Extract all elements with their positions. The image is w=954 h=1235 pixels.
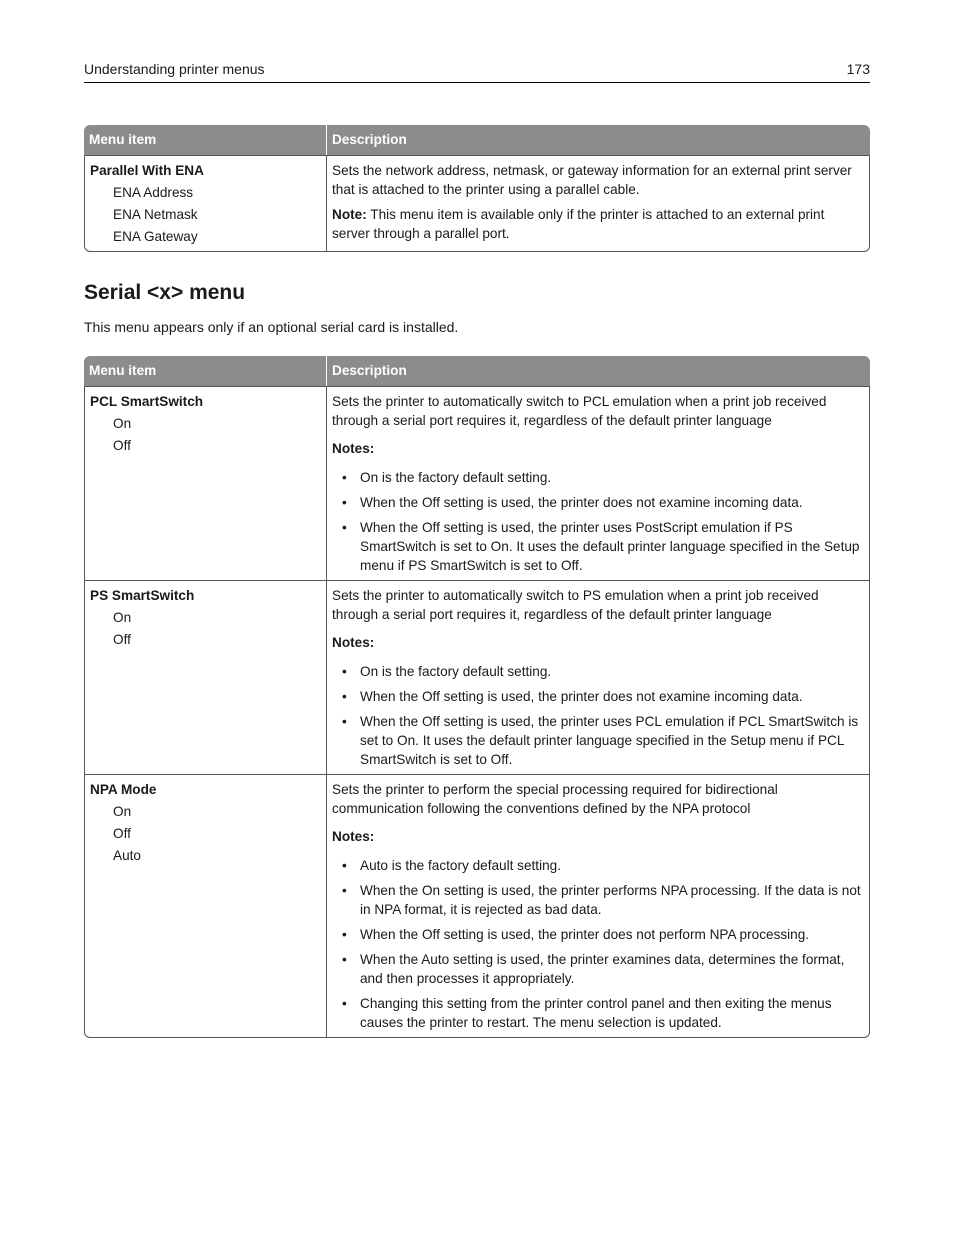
note-text: Auto is the factory default setting. — [360, 858, 561, 873]
menu-option: ENA Gateway — [113, 229, 198, 244]
menu-option: Auto — [113, 848, 141, 863]
description-text: Sets the printer to perform the special processing required for bidirectional communication following the conventions defined by the NPA protocol — [332, 782, 778, 816]
menu-option: Off — [113, 438, 131, 453]
section-heading: Serial <x> menu — [84, 281, 246, 304]
note-item — [332, 925, 864, 944]
description-text: Sets the network address, netmask, or gateway information for an external print server that is attached to the printer using a parallel cable. — [332, 163, 852, 197]
bullet-icon: • — [342, 714, 347, 729]
menu-item-cell — [84, 386, 327, 580]
menu-option: On — [113, 610, 132, 625]
note-text: When the On setting is used, the printer performs NPA processing. If the data is not in NPA format, it is rejected as bad data. — [360, 883, 861, 917]
note-text: On is the factory default setting. — [360, 664, 552, 679]
note-item — [332, 994, 864, 1032]
table-row — [84, 386, 870, 580]
note-text: This menu item is available only if the printer is attached to an external print server through a parallel port. — [332, 207, 825, 241]
notes-label: Notes: — [332, 635, 375, 650]
bullet-icon: • — [342, 664, 347, 679]
menu-option: Off — [113, 632, 131, 647]
column-header-menu-item: Menu item — [84, 356, 327, 386]
parallel-menu-table — [84, 125, 870, 252]
bullet-icon: • — [342, 689, 347, 704]
note-item — [332, 687, 864, 706]
menu-item-name: PCL SmartSwitch — [90, 394, 204, 409]
note-item — [332, 518, 864, 575]
description-cell — [327, 155, 870, 252]
page-number: 173 — [846, 61, 870, 77]
menu-item-name: Parallel With ENA — [90, 163, 204, 178]
note-item — [332, 468, 864, 487]
note-text: When the Off setting is used, the printer uses PostScript emulation if PS SmartSwitch is set to On. It uses the default printer language specified in the Setup menu if PS SmartSwitch is set to Off. — [360, 520, 860, 573]
serial-menu-table — [84, 356, 870, 1038]
section-intro: This menu appears only if an optional serial card is installed. — [84, 319, 459, 335]
note-text: When the Off setting is used, the printer uses PCL emulation if PCL SmartSwitch is set to On. It uses the default printer language specified in the Setup menu if PCL SmartSwitch is set to Off. — [360, 714, 859, 767]
note-text: On is the factory default setting. — [360, 470, 552, 485]
note-text: When the Off setting is used, the printer does not examine incoming data. — [360, 495, 803, 510]
note-paragraph — [332, 205, 864, 243]
bullet-icon: • — [342, 858, 347, 873]
menu-option: Off — [113, 826, 131, 841]
note-item — [332, 881, 864, 919]
running-header — [84, 60, 870, 83]
running-header-title: Understanding printer menus — [84, 61, 265, 77]
note-text: When the Off setting is used, the printer does not examine incoming data. — [360, 689, 803, 704]
column-header-description: Description — [327, 356, 870, 386]
description-text: Sets the printer to automatically switch to PCL emulation when a print job received through a serial port requires it, regardless of the default printer language — [332, 394, 827, 428]
description-text: Sets the printer to automatically switch to PS emulation when a print job received through a serial port requires it, regardless of the default printer language — [332, 588, 819, 622]
note-text: When the Off setting is used, the printer does not perform NPA processing. — [360, 927, 810, 942]
table-row — [84, 155, 870, 252]
menu-option: On — [113, 416, 132, 431]
table-row — [84, 580, 870, 774]
note-item — [332, 712, 864, 769]
notes-list — [332, 856, 864, 1032]
bullet-icon: • — [342, 927, 347, 942]
bullet-icon: • — [342, 952, 347, 967]
description-cell — [327, 774, 870, 1038]
menu-item-name: PS SmartSwitch — [90, 588, 195, 603]
notes-list — [332, 662, 864, 769]
menu-option: On — [113, 804, 132, 819]
note-item — [332, 856, 864, 875]
note-item — [332, 662, 864, 681]
table-header-row — [84, 356, 870, 386]
bullet-icon: • — [342, 883, 347, 898]
bullet-icon: • — [342, 996, 347, 1011]
bullet-icon: • — [342, 470, 347, 485]
note-label: Note: — [332, 207, 367, 222]
menu-option: ENA Netmask — [113, 207, 198, 222]
bullet-icon: • — [342, 520, 347, 535]
column-header-menu-item: Menu item — [84, 125, 327, 155]
menu-item-name: NPA Mode — [90, 782, 157, 797]
menu-item-cell — [84, 155, 327, 252]
description-cell — [327, 386, 870, 580]
description-cell — [327, 580, 870, 774]
note-item — [332, 493, 864, 512]
table-header-row — [84, 125, 870, 155]
bullet-icon: • — [342, 495, 347, 510]
note-item — [332, 950, 864, 988]
column-header-description: Description — [327, 125, 870, 155]
table-row — [84, 774, 870, 1038]
menu-item-cell — [84, 580, 327, 774]
note-text: When the Auto setting is used, the printer examines data, determines the format, and then processes it appropriately. — [360, 952, 845, 986]
note-text: Changing this setting from the printer control panel and then exiting the menus causes the printer to restart. The menu selection is updated. — [360, 996, 832, 1030]
menu-option: ENA Address — [113, 185, 194, 200]
notes-list — [332, 468, 864, 575]
notes-label: Notes: — [332, 441, 375, 456]
menu-item-cell — [84, 774, 327, 1038]
notes-label: Notes: — [332, 829, 375, 844]
